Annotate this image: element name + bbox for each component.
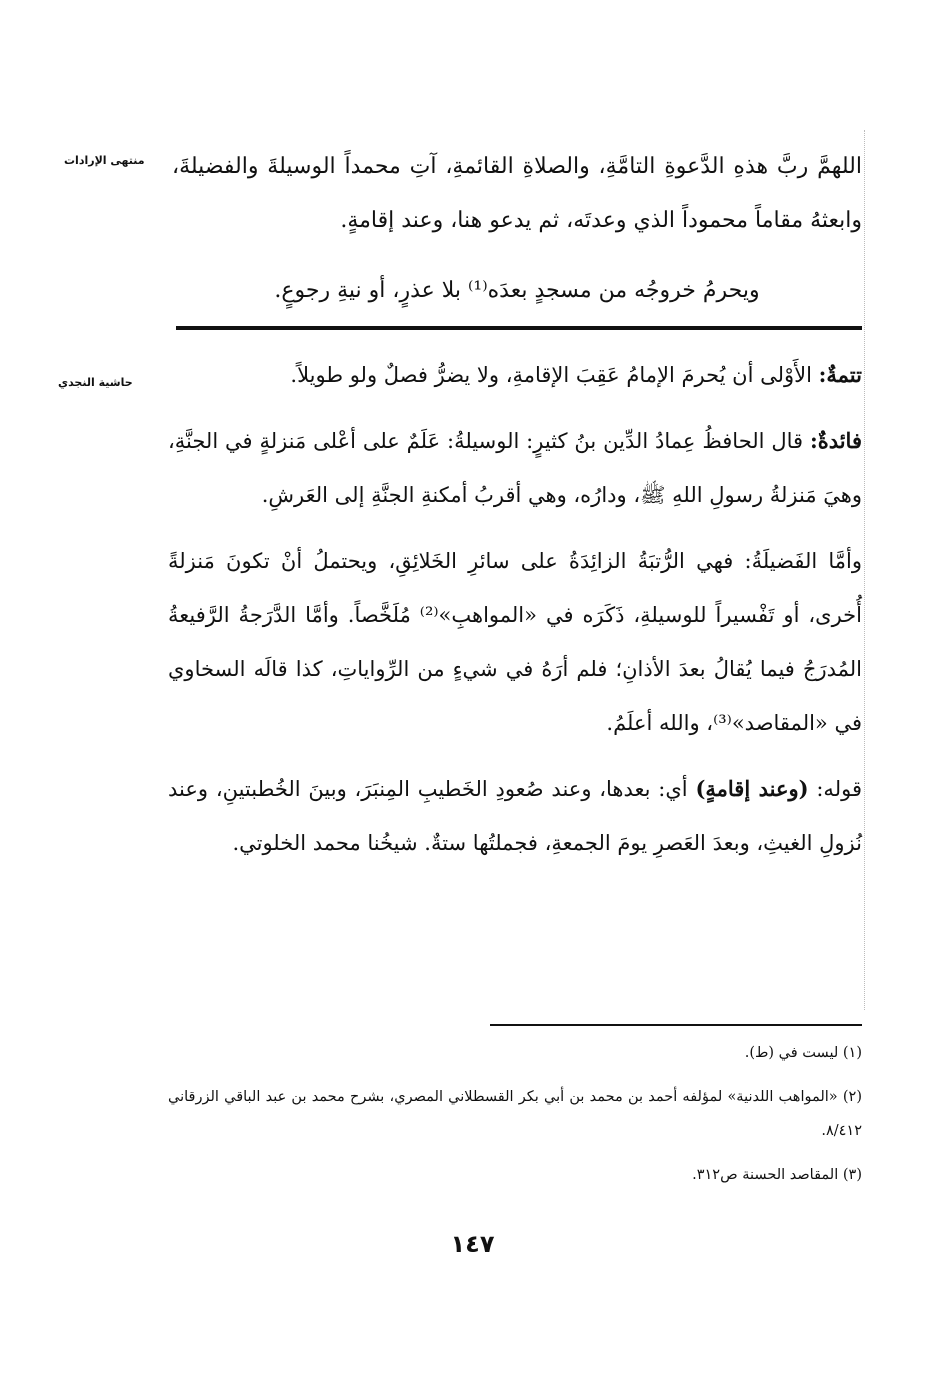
hashiya-side-label: حاشية النجدي (58, 376, 133, 389)
matn-text-block (172, 140, 862, 318)
margin-rule (864, 130, 865, 1010)
footnote-rule (490, 1024, 862, 1026)
fadila-paragraph: وأمَّا الفَضيلَةُ: فهي الرُّتبَةُ الزائِدَةُ على سائرِ الخَلائِقِ، ويحتملُ أنْ تكونَ مَنزلةً أُخرى، أو تَفْسيراً للوسيلةِ، ذَكَرَه في «المواهبِ»⁽²⁾ مُلَخَّصاً. وأمَّا الدَّرَجةُ الرَّفيعةُ المُدرَجُ فيما يُقالُ بعدَ الأذانِ؛ فلم أرَهُ في شيءٍ من الرِّواياتِ، كذا قالَه السخاوي في «المقاصد»⁽³⁾، والله أعلَمُ. (168, 549, 862, 735)
matn-paragraph-2: ويحرمُ خروجُه من مسجدٍ بعدَه⁽¹⁾ بلا عذرٍ، أو نيةِ رجوعٍ. (274, 278, 760, 303)
tatimma-label: تتمةٌ: (818, 362, 862, 387)
tatimma-paragraph (168, 348, 862, 402)
faida-label: فائدةٌ: (809, 428, 862, 453)
footnote-3: (٣) المقاصد الحسنة ص٣١٢. (692, 1167, 862, 1183)
faida-text: قال الحافظُ عِمادُ الدِّين بنُ كثيرٍ: الوسيلةُ: عَلَمٌ على أعْلى مَنزلةٍ في الجنَّةِ، وهيَ مَنزلةُ رسولِ اللهِ ﷺ، ودارُه، وهي أقربُ أمكنةِ الجنَّةِ إلى العَرشِ. (168, 429, 862, 507)
qawluhu-text: أي: بعدها، وعند صُعودِ الخَطيبِ المِنبَرَ، وبينَ الخُطبتينِ، وعند نُزولِ الغيثِ، وبعدَ العَصرِ يومَ الجمعةِ، فجملتُها ستةٌ. شيخُنا محمد الخلوتي. (168, 777, 862, 855)
tatimma-text: الأَوْلى أن يُحرمَ الإمامُ عَقِبَ الإقامةِ، ولا يضرُّ فصلٌ ولو طويلاً. (290, 363, 812, 387)
qawluhu-lead: قوله: (816, 777, 862, 801)
footnote-1: (١) ليست في (ط). (744, 1045, 862, 1061)
matn-side-label: منتهى الإرادات (64, 154, 145, 167)
qawluhu-quote: (وعند إقامةٍ) (695, 776, 809, 801)
qawluhu-paragraph (168, 762, 862, 870)
faida-paragraph (168, 414, 862, 522)
matn-paragraph-1: اللهمَّ ربَّ هذهِ الدَّعوةِ التامَّةِ، والصلاةِ القائمةِ، آتِ محمداً الوسيلةَ والفضيلةَ، وابعثهُ مقاماً محموداً الذي وعدتَه، ثم يدعو هنا، وعند إقامةٍ. (172, 154, 862, 233)
section-divider (176, 326, 862, 330)
footnotes-block (168, 1036, 862, 1202)
hashiya-text-block (168, 348, 862, 882)
page-number: ١٤٧ (450, 1230, 495, 1258)
footnote-2: (٢) «المواهب اللدنية» لمؤلفه أحمد بن محمد بن أبي بكر القسطلاني المصري، بشرح محمد بن عبد الباقي الزرقاني ٨/٤١٢. (168, 1089, 862, 1139)
